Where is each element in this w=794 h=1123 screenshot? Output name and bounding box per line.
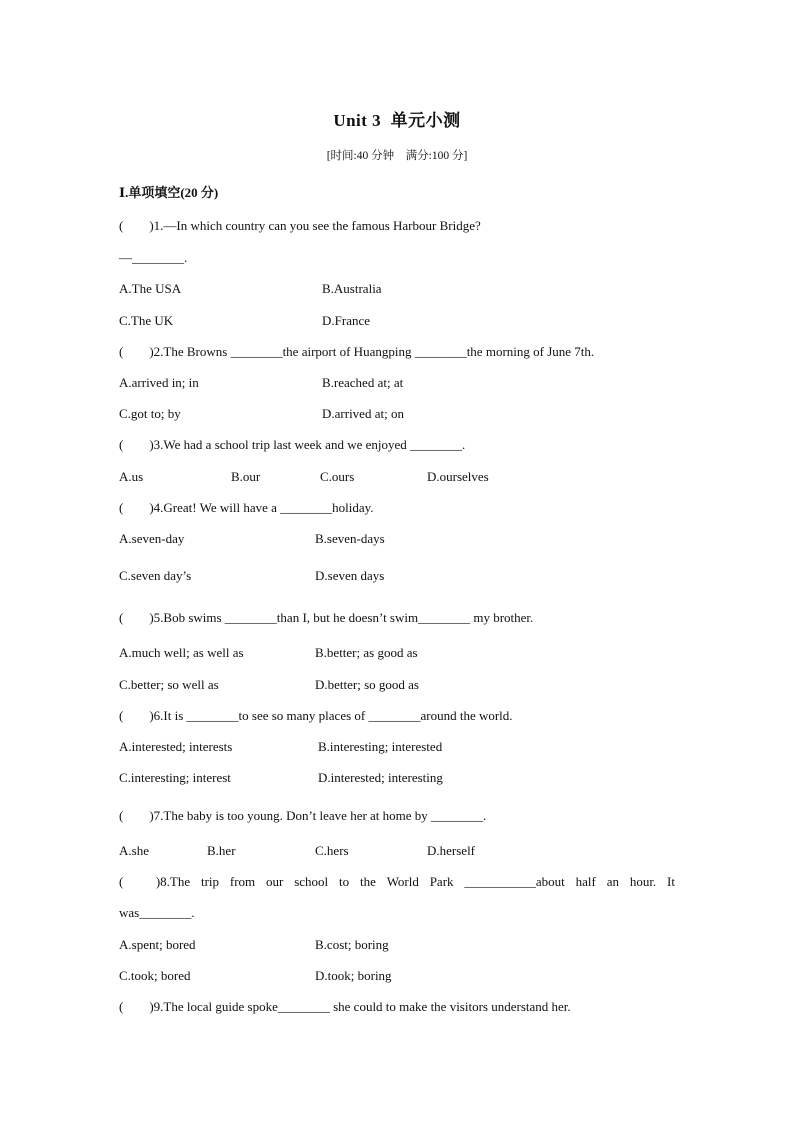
question-7-option-b[interactable]: B.her bbox=[207, 843, 236, 858]
question-6-stem: ( )6.It is ________to see so many places of ________around the world. bbox=[119, 708, 513, 723]
question-6-option-c[interactable]: C.interesting; interest bbox=[119, 770, 231, 785]
question-8-option-a[interactable]: A.spent; bored bbox=[119, 937, 196, 952]
question-7-option-a[interactable]: A.she bbox=[119, 843, 149, 858]
question-8-word: ___________about bbox=[464, 874, 565, 889]
question-7-option-d[interactable]: D.herself bbox=[427, 843, 476, 858]
question-8-word: from bbox=[229, 874, 256, 889]
question-5-stem: ( )5.Bob swims ________than I, but he doesn’t swim________ my brother. bbox=[119, 610, 534, 625]
question-2-option-a[interactable]: A.arrived in; in bbox=[119, 375, 199, 390]
question-4-option-b[interactable]: B.seven-days bbox=[315, 531, 385, 546]
question-8-word: the bbox=[359, 874, 376, 889]
question-4-option-d[interactable]: D.seven days bbox=[315, 568, 385, 583]
question-8-word: World bbox=[386, 874, 419, 889]
question-1-answer-line: —________. bbox=[119, 250, 188, 265]
question-9-stem: ( )9.The local guide spoke________ she could to make the visitors understand her. bbox=[119, 999, 571, 1014]
question-3-stem: ( )3.We had a school trip last week and we enjoyed ________. bbox=[119, 437, 466, 452]
question-8-word: ( )8.The bbox=[119, 874, 191, 889]
question-8-word: hour. bbox=[629, 874, 657, 889]
question-1-option-d[interactable]: D.France bbox=[322, 313, 371, 328]
question-7-stem: ( )7.The baby is too young. Don’t leave her at home by ________. bbox=[119, 808, 487, 823]
question-8-word: half bbox=[575, 874, 596, 889]
question-4-option-c[interactable]: C.seven day’s bbox=[119, 568, 192, 583]
question-5-option-d[interactable]: D.better; so good as bbox=[315, 677, 419, 692]
question-2-stem: ( )2.The Browns ________the airport of Huangping ________the morning of June 7th. bbox=[119, 344, 595, 359]
question-4-stem: ( )4.Great! We will have a ________holiday. bbox=[119, 500, 374, 515]
page-title: Unit 3 单元小测 bbox=[333, 111, 461, 130]
question-8-word: our bbox=[266, 874, 284, 889]
question-2-option-b[interactable]: B.reached at; at bbox=[322, 375, 404, 390]
section-heading: Ⅰ.单项填空(20 分) bbox=[119, 185, 219, 200]
question-7-option-c[interactable]: C.hers bbox=[315, 843, 349, 858]
question-5-option-b[interactable]: B.better; as good as bbox=[315, 645, 418, 660]
question-6-option-d[interactable]: D.interested; interesting bbox=[318, 770, 443, 785]
question-8-word: trip bbox=[200, 874, 220, 889]
question-1-stem: ( )1.—In which country can you see the famous Harbour Bridge? bbox=[119, 218, 481, 233]
question-1-option-c[interactable]: C.The UK bbox=[119, 313, 174, 328]
question-8-option-c[interactable]: C.took; bored bbox=[119, 968, 191, 983]
question-1-option-b[interactable]: B.Australia bbox=[322, 281, 382, 296]
question-5-option-c[interactable]: C.better; so well as bbox=[119, 677, 219, 692]
question-8-word: It bbox=[667, 874, 675, 889]
question-1-option-a[interactable]: A.The USA bbox=[119, 281, 182, 296]
question-8-word: to bbox=[338, 874, 350, 889]
question-2-option-d[interactable]: D.arrived at; on bbox=[322, 406, 404, 421]
question-8-word: school bbox=[294, 874, 329, 889]
question-8-word: Park bbox=[429, 874, 454, 889]
question-8-stem bbox=[119, 874, 675, 890]
question-8-option-d[interactable]: D.took; boring bbox=[315, 968, 392, 983]
question-6-option-a[interactable]: A.interested; interests bbox=[119, 739, 233, 754]
question-6-option-b[interactable]: B.interesting; interested bbox=[318, 739, 443, 754]
exam-info: [时间:40 分钟 满分:100 分] bbox=[326, 150, 468, 162]
question-3-option-b[interactable]: B.our bbox=[231, 469, 261, 484]
question-3-option-a[interactable]: A.us bbox=[119, 469, 144, 484]
question-8-option-b[interactable]: B.cost; boring bbox=[315, 937, 389, 952]
question-2-option-c[interactable]: C.got to; by bbox=[119, 406, 181, 421]
question-8-stem-continued: was________. bbox=[119, 905, 195, 920]
question-5-option-a[interactable]: A.much well; as well as bbox=[119, 645, 244, 660]
question-3-option-d[interactable]: D.ourselves bbox=[427, 469, 489, 484]
question-4-option-a[interactable]: A.seven-day bbox=[119, 531, 185, 546]
question-3-option-c[interactable]: C.ours bbox=[320, 469, 355, 484]
question-8-word: an bbox=[606, 874, 619, 889]
